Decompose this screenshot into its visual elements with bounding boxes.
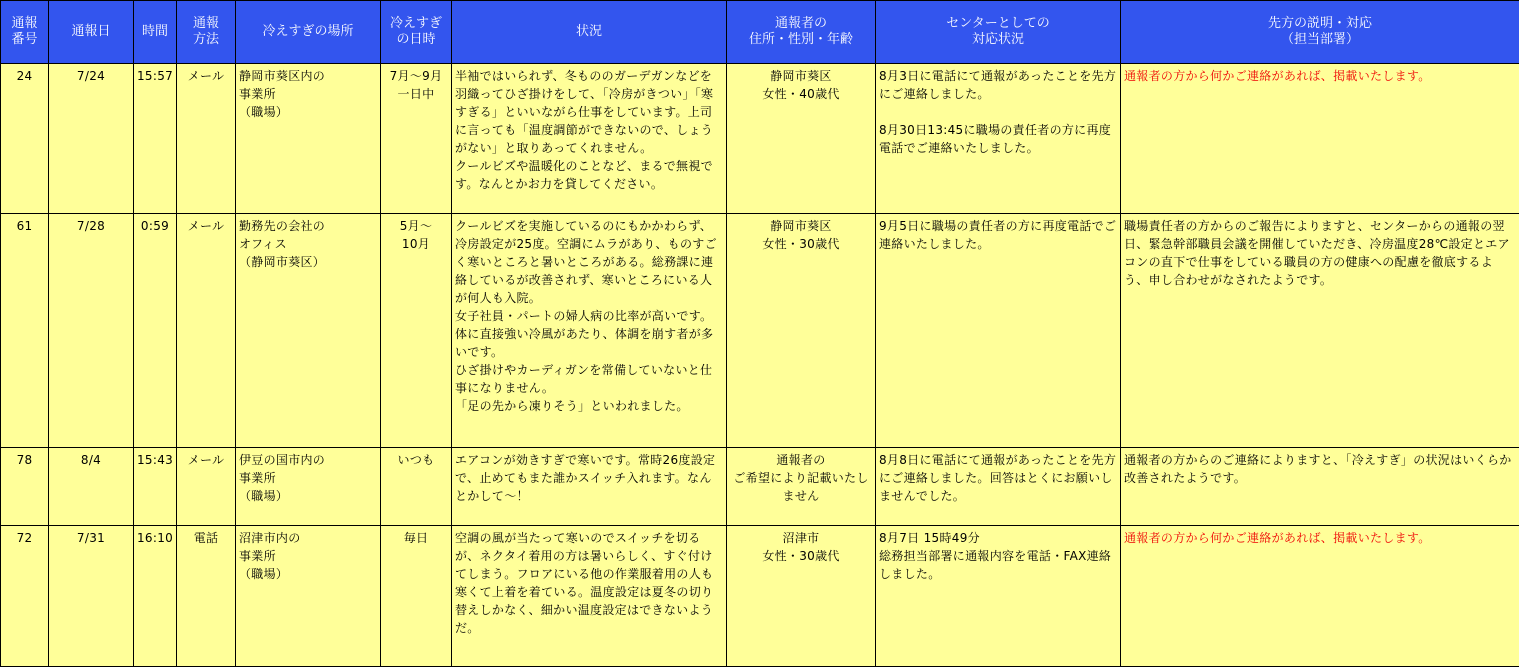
table-row — [1, 214, 1519, 448]
cell-report-number: 78 — [1, 448, 49, 526]
cell-situation: エアコンが効きすぎで寒いです。常時26度設定で、止めてもまた誰かスイッチ入れます。なんとかして～！ — [452, 448, 727, 526]
cell-time: 0:59 — [134, 214, 177, 448]
cell-report-date: 7/28 — [49, 214, 134, 448]
cell-time: 16:10 — [134, 526, 177, 667]
header-report-number: 通報 番号 — [1, 1, 49, 64]
header-row — [1, 1, 1519, 64]
cell-when: 5月～ 10月 — [381, 214, 452, 448]
header-reporter: 通報者の 住所・性別・年齢 — [727, 1, 876, 64]
cell-location: 勤務先の会社の オフィス （静岡市葵区） — [236, 214, 381, 448]
cell-time: 15:43 — [134, 448, 177, 526]
cell-party-response: 通報者の方からのご連絡によりますと、「冷えすぎ」の状況はいくらか改善されたようです。 — [1121, 448, 1519, 526]
header-when: 冷えすぎ の日時 — [381, 1, 452, 64]
table-row — [1, 64, 1519, 214]
cell-reporter: 沼津市 女性・30歳代 — [727, 526, 876, 667]
cell-report-number: 24 — [1, 64, 49, 214]
header-report-date: 通報日 — [49, 1, 134, 64]
cell-report-date: 7/24 — [49, 64, 134, 214]
cell-reporter: 静岡市葵区 女性・30歳代 — [727, 214, 876, 448]
cell-center-response: 8月3日に電話にて通報があったことを先方にご連絡しました。 8月30日13:45に職場の責任者の方に再度電話でご連絡いたしました。 — [876, 64, 1121, 214]
header-time: 時間 — [134, 1, 177, 64]
cell-situation: クールビズを実施しているのにもかかわらず、冷房設定が25度。空調にムラがあり、ものすごく寒いところと暑いところがある。総務課に連絡しているが改善されず、寒いところにいる人が何人も入院。 女子社員・パートの婦人病の比率が高いです。 体に直接強い冷風があたり、体調を崩す者が多いです。 ひざ掛けやカーディガンを常備していないと仕事になりません。 「足の先から凍りそう」といわれました。 — [452, 214, 727, 448]
table-row — [1, 448, 1519, 526]
header-location: 冷えすぎの場所 — [236, 1, 381, 64]
cell-situation: 半袖ではいられず、冬もののガーデガンなどを羽織ってひざ掛けをして、「冷房がきつい」「寒すぎる」といいながら仕事をしています。上司に言っても「温度調節ができないので、しょうがない」と取りあってくれません。 クールビズや温暖化のことなど、まるで無視です。なんとかお力を貸してください。 — [452, 64, 727, 214]
cell-center-response: 8月7日 15時49分 総務担当部署に通報内容を電話・FAX連絡しました。 — [876, 526, 1121, 667]
cell-party-response: 通報者の方から何かご連絡があれば、掲載いたします。 — [1121, 526, 1519, 667]
header-party-response: 先方の説明・対応 （担当部署） — [1121, 1, 1519, 64]
cell-center-response: 9月5日に職場の責任者の方に再度電話でご連絡いたしました。 — [876, 214, 1121, 448]
cell-report-number: 61 — [1, 214, 49, 448]
cell-location: 伊豆の国市内の 事業所 （職場） — [236, 448, 381, 526]
header-report-method: 通報 方法 — [177, 1, 236, 64]
cell-party-response: 職場責任者の方からのご報告によりますと、センターからの通報の翌日、緊急幹部職員会議を開催していただき、冷房温度28℃設定とエアコンの直下で仕事をしている職員の方の健康への配慮を徹底するよう、申し合わせがなされたようです。 — [1121, 214, 1519, 448]
cell-when: いつも — [381, 448, 452, 526]
cell-method: メール — [177, 448, 236, 526]
header-center-response: センターとしての 対応状況 — [876, 1, 1121, 64]
cell-party-response: 通報者の方から何かご連絡があれば、掲載いたします。 — [1121, 64, 1519, 214]
cell-time: 15:57 — [134, 64, 177, 214]
cell-when: 7月～9月 一日中 — [381, 64, 452, 214]
cell-report-date: 7/31 — [49, 526, 134, 667]
cell-reporter: 通報者の ご希望により記載いたしません — [727, 448, 876, 526]
cell-center-response: 8月8日に電話にて通報があったことを先方にご連絡しました。回答はとくにお願いしませんでした。 — [876, 448, 1121, 526]
cell-location: 静岡市葵区内の 事業所 （職場） — [236, 64, 381, 214]
cell-report-date: 8/4 — [49, 448, 134, 526]
header-situation: 状況 — [452, 1, 727, 64]
cell-reporter: 静岡市葵区 女性・40歳代 — [727, 64, 876, 214]
cell-report-number: 72 — [1, 526, 49, 667]
cell-when: 毎日 — [381, 526, 452, 667]
cell-method: 電話 — [177, 526, 236, 667]
table-row — [1, 526, 1519, 667]
cell-method: メール — [177, 214, 236, 448]
cell-method: メール — [177, 64, 236, 214]
cell-situation: 空調の風が当たって寒いのでスイッチを切るが、ネクタイ着用の方は暑いらしく、すぐ付けてしまう。フロアにいる他の作業服着用の人も寒くて上着を着ている。温度設定は夏冬の切り替えしかなく、細かい温度設定はできないようだ。 — [452, 526, 727, 667]
cell-location: 沼津市内の 事業所 （職場） — [236, 526, 381, 667]
